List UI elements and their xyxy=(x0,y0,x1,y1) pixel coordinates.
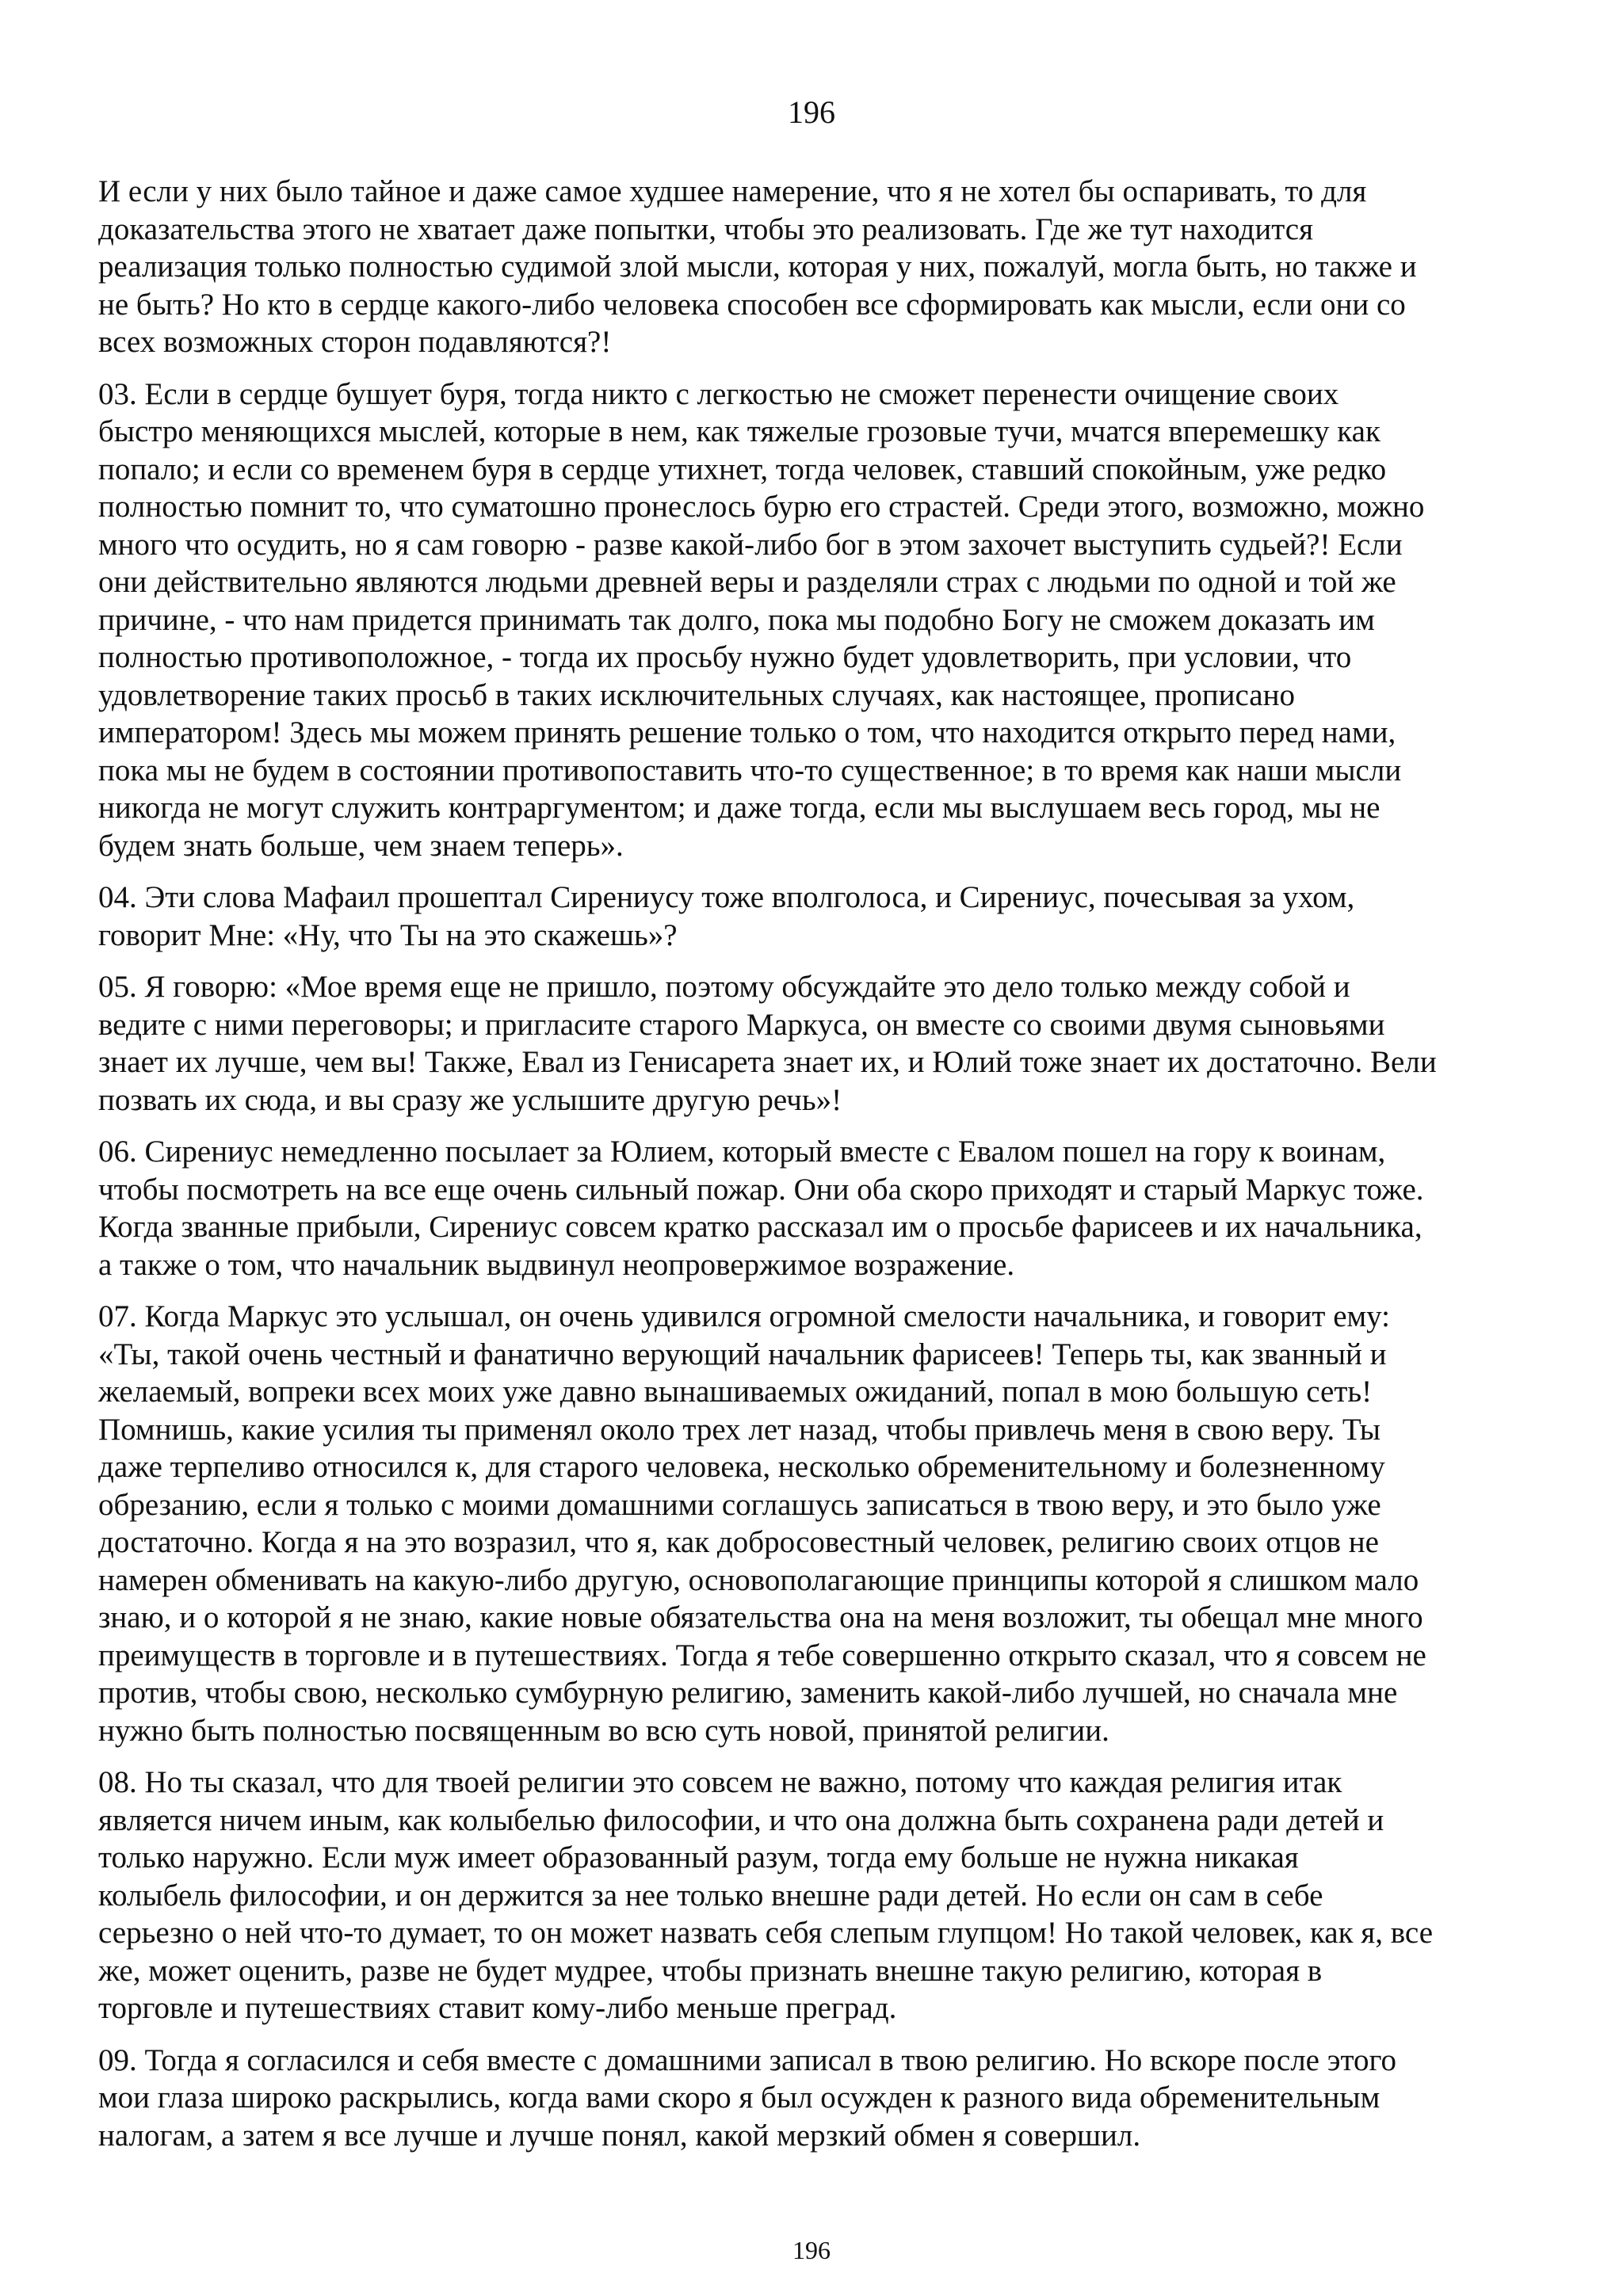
text-line: «Ты, такой очень честный и фанатично верующий начальник фарисеев! Теперь ты, как званный и xyxy=(98,1337,1387,1371)
text-line: никогда не могут служить контраргументом; и даже тогда, если мы выслушаем весь город, мы не xyxy=(98,791,1381,825)
page-number-top: 196 xyxy=(788,94,835,130)
text-line: колыбель философии, и он держится за нее только внешне ради детей. Но если он сам в себе xyxy=(98,1878,1323,1913)
paragraph xyxy=(98,1133,1529,1283)
paragraph xyxy=(98,1298,1529,1749)
text-line: императором! Здесь мы можем принять решение только о том, что находится открыто перед нами, xyxy=(98,715,1396,749)
text-line: 09. Тогда я согласился и себя вместе с домашними записал в твою религию. Но вскоре после этого xyxy=(98,2042,1397,2077)
paragraph xyxy=(98,879,1529,954)
text-line: знаю, и о которой я не знаю, какие новые обязательства она на меня возложит, ты обещал мне много xyxy=(98,1600,1423,1634)
text-line: 05. Я говорю: «Мое время еще не пришло, поэтому обсуждайте это дело только между собой и xyxy=(98,970,1350,1004)
text-line: полностью помнит то, что суматошно пронеслось бурю его страстей. Среди этого, возможно, можно xyxy=(98,490,1425,524)
text-line: налогам, а затем я все лучше и лучше понял, какой мерзкий обмен я совершил. xyxy=(98,2118,1141,2153)
paragraph xyxy=(98,173,1529,361)
text-line: И если у них было тайное и даже самое худшее намерение, что я не хотел бы оспаривать, то для xyxy=(98,174,1367,208)
text-line: они действительно являются людьми древней веры и разделяли страх с людьми по одной и той же xyxy=(98,565,1396,599)
page-number-bottom: 196 xyxy=(792,2236,831,2264)
text-line: 03. Если в сердце бушует буря, тогда никто с легкостью не сможет перенести очищение своих xyxy=(98,376,1339,411)
paragraph xyxy=(98,968,1529,1119)
text-line: реализация только полностью судимой злой мысли, которая у них, пожалуй, могла быть, но также и xyxy=(98,250,1417,284)
text-line: намерен обменивать на какую-либо другую, основополагающие принципы которой я слишком мало xyxy=(98,1562,1419,1597)
text-line: Когда званные прибыли, Сирениус совсем кратко рассказал им о просьбе фарисеев и их начальника, xyxy=(98,1210,1423,1244)
text-line: обрезанию, если я только с моими домашними соглашусь записаться в твою веру, и это было уже xyxy=(98,1487,1381,1522)
text-line: не быть? Но кто в сердце какого-либо человека способен все сформировать как мысли, если они со xyxy=(98,287,1406,322)
text-line: Помнишь, какие усилия ты применял около трех лет назад, чтобы привлечь меня в свою веру. Ты xyxy=(98,1412,1381,1447)
paragraph xyxy=(98,1764,1529,2027)
text-line: быстро меняющихся мыслей, которые в нем, как тяжелые грозовые тучи, мчатся вперемешку как xyxy=(98,414,1381,448)
text-line: преимуществ в торговле и в путешествиях. Тогда я тебе совершенно открыто сказал, что я совсем не xyxy=(98,1638,1426,1672)
paragraph xyxy=(98,376,1529,865)
text-line: ведите с ними переговоры; и пригласите старого Маркуса, он вместе со своими двумя сыновьями xyxy=(98,1007,1385,1042)
text-line: чтобы посмотреть на все еще очень сильный пожар. Они оба скоро приходят и старый Маркус тоже. xyxy=(98,1172,1424,1207)
text-line: говорит Мне: «Ну, что Ты на это скажешь»? xyxy=(98,917,678,952)
text-line: серьезно о ней что-то думает, то он может назвать себя слепым глупцом! Но такой человек, как я, все xyxy=(98,1916,1434,1950)
text-line: попало; и если со временем буря в сердце утихнет, тогда человек, ставший спокойным, уже редко xyxy=(98,452,1387,486)
text-line: а также о том, что начальник выдвинул неопровержимое возражение. xyxy=(98,1247,1015,1282)
text-line: торговле и путешествиях ставит кому-либо меньше преград. xyxy=(98,1991,897,2025)
text-line: 04. Эти слова Мафаил прошептал Сирениусу тоже вполголоса, и Сирениус, почесывая за ухом, xyxy=(98,880,1355,914)
text-line: же, может оценить, разве не будет мудрее, чтобы признать внешне такую религию, которая в xyxy=(98,1953,1323,1988)
text-line: много что осудить, но я сам говорю - разве какой-либо бог в этом захочет выступить судьей?! Если xyxy=(98,527,1403,562)
text-line: желаемый, вопреки всех моих уже давно вынашиваемых ожиданий, попал в мою большую сеть! xyxy=(98,1375,1373,1409)
text-line: полностью противоположное, - тогда их просьбу нужно будет удовлетворить, при условии, что xyxy=(98,640,1352,674)
text-line: 06. Сирениус немедленно посылает за Юлием, который вместе с Евалом пошел на гору к воинам, xyxy=(98,1135,1386,1169)
text-line: против, чтобы свою, несколько сумбурную религию, заменить какой-либо лучшей, но сначала мне xyxy=(98,1676,1398,1710)
text-line: является ничем иным, как колыбелью философии, и что она должна быть сохранена ради детей и xyxy=(98,1802,1384,1837)
text-line: 07. Когда Маркус это услышал, он очень удивился огромной смелости начальника, и говорит ему: xyxy=(98,1299,1391,1333)
text-line: нужно быть полностью посвященным во всю суть новой, принятой религии. xyxy=(98,1713,1109,1748)
text-line: пока мы не будем в состоянии противопоставить что-то существенное; в то время как наши мысли xyxy=(98,753,1402,788)
text-line: доказательства этого не хватает даже попытки, чтобы это реализовать. Где же тут находится xyxy=(98,212,1314,246)
text-line: удовлетворение таких просьб в таких исключительных случаях, как настоящее, прописано xyxy=(98,677,1295,712)
text-line: позвать их сюда, и вы сразу же услышите другую речь»! xyxy=(98,1082,842,1117)
text-line: знает их лучше, чем вы! Также, Евал из Генисарета знает их, и Юлий тоже знает их достаточно. Вели xyxy=(98,1045,1437,1079)
text-line: даже терпеливо относился к, для старого человека, несколько обременительному и болезненному xyxy=(98,1450,1385,1484)
text-body xyxy=(98,173,1529,2168)
text-line: мои глаза широко раскрылись, когда вами скоро я был осужден к разного вида обременительным xyxy=(98,2081,1381,2115)
text-line: достаточно. Когда я на это возразил, что я, как добросовестный человек, религию своих отцов не xyxy=(98,1525,1379,1559)
text-line: будем знать больше, чем знаем теперь». xyxy=(98,828,624,863)
text-line: только наружно. Если муж имеет образованный разум, тогда ему больше не нужна никакая xyxy=(98,1840,1299,1875)
text-line: причине, - что нам придется принимать так долго, пока мы подобно Богу не сможем доказать им xyxy=(98,602,1375,637)
text-line: всех возможных сторон подавляются?! xyxy=(98,325,612,359)
paragraph xyxy=(98,2042,1529,2155)
text-line: 08. Но ты сказал, что для твоей религии это совсем не важно, потому что каждая религия итак xyxy=(98,1765,1342,1799)
